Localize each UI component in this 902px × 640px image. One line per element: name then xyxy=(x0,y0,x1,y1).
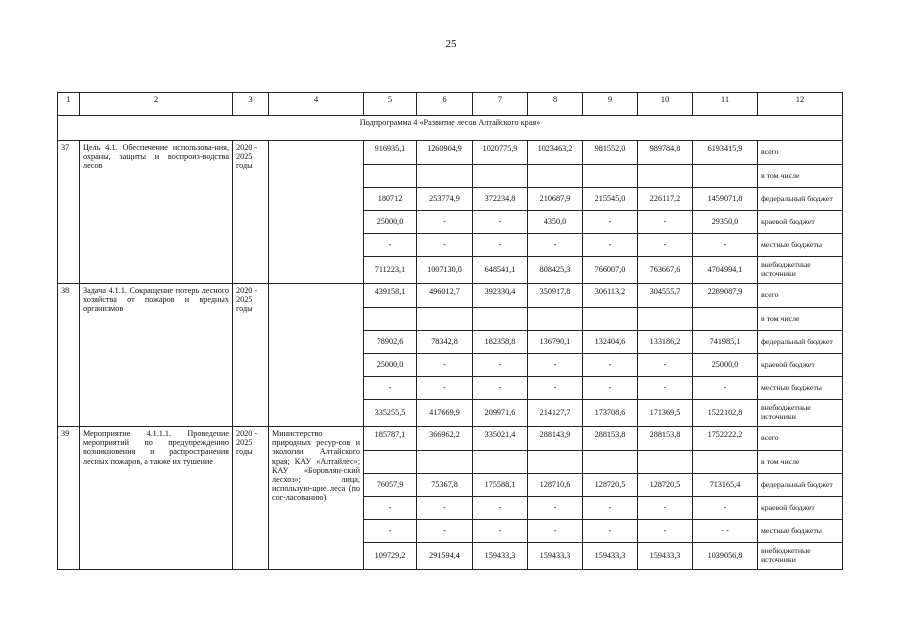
value-cell: - xyxy=(364,234,417,257)
header-cell: 1 xyxy=(58,93,80,116)
value-cell: 132404,6 xyxy=(583,331,638,354)
value-cell: 4350,0 xyxy=(528,211,583,234)
value-cell xyxy=(583,451,638,474)
value-cell: 1023463,2 xyxy=(528,141,583,165)
value-cell: 763667,6 xyxy=(638,257,693,284)
funding-source: внебюджетные источники xyxy=(758,257,843,284)
value-cell xyxy=(583,165,638,188)
value-cell: 159433,3 xyxy=(528,543,583,570)
value-cell xyxy=(693,451,758,474)
value-cell: 350917,8 xyxy=(528,284,583,308)
value-cell: 25000,0 xyxy=(364,354,417,377)
value-cell: - xyxy=(583,377,638,400)
value-cell xyxy=(638,165,693,188)
value-cell: - xyxy=(417,211,473,234)
header-cell: 6 xyxy=(417,93,473,116)
value-cell: 1260904,9 xyxy=(417,141,473,165)
value-cell: - xyxy=(638,520,693,543)
value-cell: 1007130,0 xyxy=(417,257,473,284)
value-cell: 288153,8 xyxy=(638,427,693,451)
value-cell: 417669,9 xyxy=(417,400,473,427)
funding-source: федеральный бюджет xyxy=(758,188,843,211)
value-cell: 288153,8 xyxy=(583,427,638,451)
value-cell: 2289087,9 xyxy=(693,284,758,308)
value-cell: - xyxy=(473,211,528,234)
value-cell: - xyxy=(528,377,583,400)
value-cell: - xyxy=(417,377,473,400)
value-cell: 648541,1 xyxy=(473,257,528,284)
table-row xyxy=(58,141,843,165)
value-cell: 78342,8 xyxy=(417,331,473,354)
value-cell: 214127,7 xyxy=(528,400,583,427)
value-cell xyxy=(364,451,417,474)
funding-source: всего xyxy=(758,141,843,165)
value-cell: 304555,7 xyxy=(638,284,693,308)
row-name: Мероприятие 4.1.1.1. Проведение мероприятий по предупреждению возникновения и распространения лесных пожаров, а также их тушение xyxy=(80,427,233,570)
row-executor xyxy=(269,284,364,427)
value-cell: - xyxy=(693,234,758,257)
value-cell: - xyxy=(417,497,473,520)
value-cell xyxy=(473,308,528,331)
table-row xyxy=(58,427,843,451)
value-cell: 159433,3 xyxy=(473,543,528,570)
funding-source: в том числе xyxy=(758,165,843,188)
value-cell: 916935,1 xyxy=(364,141,417,165)
value-cell: 1522102,8 xyxy=(693,400,758,427)
value-cell: - xyxy=(473,354,528,377)
row-index: 37 xyxy=(58,141,80,284)
value-cell: - xyxy=(528,234,583,257)
row-executor xyxy=(269,141,364,284)
value-cell xyxy=(693,165,758,188)
value-cell: 182358,8 xyxy=(473,331,528,354)
value-cell xyxy=(528,165,583,188)
value-cell: 25000,0 xyxy=(693,354,758,377)
value-cell: 366962,2 xyxy=(417,427,473,451)
value-cell: 306113,2 xyxy=(583,284,638,308)
funding-source: краевой бюджет xyxy=(758,211,843,234)
header-row xyxy=(58,93,843,116)
value-cell: - xyxy=(473,234,528,257)
value-cell: 439158,1 xyxy=(364,284,417,308)
value-cell: - xyxy=(364,497,417,520)
funding-source: федеральный бюджет xyxy=(758,474,843,497)
value-cell: 75367,8 xyxy=(417,474,473,497)
value-cell xyxy=(638,451,693,474)
value-cell: 1020775,9 xyxy=(473,141,528,165)
value-cell: 159433,3 xyxy=(638,543,693,570)
value-cell: - - xyxy=(693,520,758,543)
value-cell: - xyxy=(528,354,583,377)
value-cell: - xyxy=(638,234,693,257)
value-cell: - xyxy=(638,497,693,520)
value-cell xyxy=(417,165,473,188)
value-cell: 1459071,8 xyxy=(693,188,758,211)
value-cell: 25000,0 xyxy=(364,211,417,234)
value-cell: 173708,6 xyxy=(583,400,638,427)
value-cell xyxy=(417,308,473,331)
funding-source: местные бюджеты xyxy=(758,234,843,257)
value-cell: - xyxy=(417,234,473,257)
value-cell: 766007,0 xyxy=(583,257,638,284)
value-cell: 1752222,2 xyxy=(693,427,758,451)
value-cell: 136790,1 xyxy=(528,331,583,354)
value-cell: - xyxy=(583,497,638,520)
value-cell xyxy=(417,451,473,474)
funding-source: внебюджетные источники xyxy=(758,543,843,570)
header-cell: 12 xyxy=(758,93,843,116)
value-cell: 989784,8 xyxy=(638,141,693,165)
value-cell: - xyxy=(528,497,583,520)
value-cell xyxy=(583,308,638,331)
row-index: 38 xyxy=(58,284,80,427)
value-cell: - xyxy=(417,354,473,377)
value-cell: 185787,1 xyxy=(364,427,417,451)
header-cell: 4 xyxy=(269,93,364,116)
value-cell: 159433,3 xyxy=(583,543,638,570)
value-cell: 209971,6 xyxy=(473,400,528,427)
program-table xyxy=(57,92,843,570)
value-cell: 741985,1 xyxy=(693,331,758,354)
row-executor: Министерство природных ресур-сов и экологии Алтайского края; КАУ «Алтайлес»; КАУ «Боровлян-ский лесхоз»; лица, использую-щие леса (по сог-ласованию) xyxy=(269,427,364,570)
value-cell: 29350,0 xyxy=(693,211,758,234)
value-cell: 226117,2 xyxy=(638,188,693,211)
row-period: 2020 - 2025 годы xyxy=(233,284,269,427)
value-cell: 6193415,9 xyxy=(693,141,758,165)
funding-source: федеральный бюджет xyxy=(758,331,843,354)
funding-source: местные бюджеты xyxy=(758,520,843,543)
header-cell: 10 xyxy=(638,93,693,116)
funding-source: краевой бюджет xyxy=(758,497,843,520)
value-cell: - xyxy=(693,377,758,400)
value-cell: 128710,6 xyxy=(528,474,583,497)
value-cell xyxy=(364,165,417,188)
value-cell: - xyxy=(583,234,638,257)
value-cell: - xyxy=(638,211,693,234)
funding-source: краевой бюджет xyxy=(758,354,843,377)
funding-source: в том числе xyxy=(758,451,843,474)
page-number: 25 xyxy=(445,38,457,50)
value-cell: 109729,2 xyxy=(364,543,417,570)
value-cell: 76057,9 xyxy=(364,474,417,497)
value-cell: 180712 xyxy=(364,188,417,211)
value-cell xyxy=(473,451,528,474)
value-cell: 78902,6 xyxy=(364,331,417,354)
row-index: 39 xyxy=(58,427,80,570)
value-cell: - xyxy=(638,377,693,400)
header-cell: 3 xyxy=(233,93,269,116)
value-cell: 335255,5 xyxy=(364,400,417,427)
row-period: 2020 - 2025 годы xyxy=(233,427,269,570)
value-cell: 288143,9 xyxy=(528,427,583,451)
table-row xyxy=(58,284,843,308)
funding-source: местные бюджеты xyxy=(758,377,843,400)
funding-source: всего xyxy=(758,427,843,451)
value-cell: 1039056,8 xyxy=(693,543,758,570)
value-cell: - xyxy=(364,520,417,543)
value-cell: 496012,7 xyxy=(417,284,473,308)
header-cell: 9 xyxy=(583,93,638,116)
value-cell: 215545,0 xyxy=(583,188,638,211)
subprogram-row xyxy=(58,116,843,141)
value-cell xyxy=(638,308,693,331)
value-cell xyxy=(693,308,758,331)
header-cell: 8 xyxy=(528,93,583,116)
value-cell: - xyxy=(583,211,638,234)
value-cell: 133186,2 xyxy=(638,331,693,354)
value-cell: - xyxy=(473,497,528,520)
value-cell: 253774,9 xyxy=(417,188,473,211)
value-cell: - xyxy=(583,354,638,377)
value-cell: 713165,4 xyxy=(693,474,758,497)
value-cell: 808425,3 xyxy=(528,257,583,284)
value-cell: 711223,1 xyxy=(364,257,417,284)
value-cell: 392330,4 xyxy=(473,284,528,308)
value-cell: - xyxy=(417,520,473,543)
funding-source: в том числе xyxy=(758,308,843,331)
header-cell: 2 xyxy=(80,93,233,116)
funding-source: внебюджетные источники xyxy=(758,400,843,427)
header-cell: 5 xyxy=(364,93,417,116)
value-cell: 128720,5 xyxy=(583,474,638,497)
row-name: Цель 4.1. Обеспечение использова-ния, охраны, защиты и воспроиз-водства лесов xyxy=(80,141,233,284)
value-cell: - xyxy=(693,497,758,520)
value-cell xyxy=(473,165,528,188)
value-cell: 175588,1 xyxy=(473,474,528,497)
value-cell: - xyxy=(364,377,417,400)
value-cell: - xyxy=(528,520,583,543)
row-period: 2020 - 2025 годы xyxy=(233,141,269,284)
header-cell: 7 xyxy=(473,93,528,116)
value-cell: 335021,4 xyxy=(473,427,528,451)
value-cell: 210687,9 xyxy=(528,188,583,211)
value-cell: 372234,8 xyxy=(473,188,528,211)
row-name: Задача 4.1.1. Сокращение потерь лесного хозяйства от пожаров и вредных организмов xyxy=(80,284,233,427)
value-cell: 981552,0 xyxy=(583,141,638,165)
value-cell xyxy=(528,308,583,331)
value-cell: 128720,5 xyxy=(638,474,693,497)
subprogram-title: Подпрограмма 4 «Развитие лесов Алтайского края» xyxy=(58,116,843,141)
value-cell: 4704994,1 xyxy=(693,257,758,284)
funding-source: всего xyxy=(758,284,843,308)
value-cell: - xyxy=(638,354,693,377)
value-cell: - xyxy=(473,377,528,400)
value-cell: - xyxy=(583,520,638,543)
value-cell xyxy=(364,308,417,331)
value-cell xyxy=(528,451,583,474)
header-cell: 11 xyxy=(693,93,758,116)
value-cell: 291594,4 xyxy=(417,543,473,570)
value-cell: - xyxy=(473,520,528,543)
value-cell: 171369,5 xyxy=(638,400,693,427)
